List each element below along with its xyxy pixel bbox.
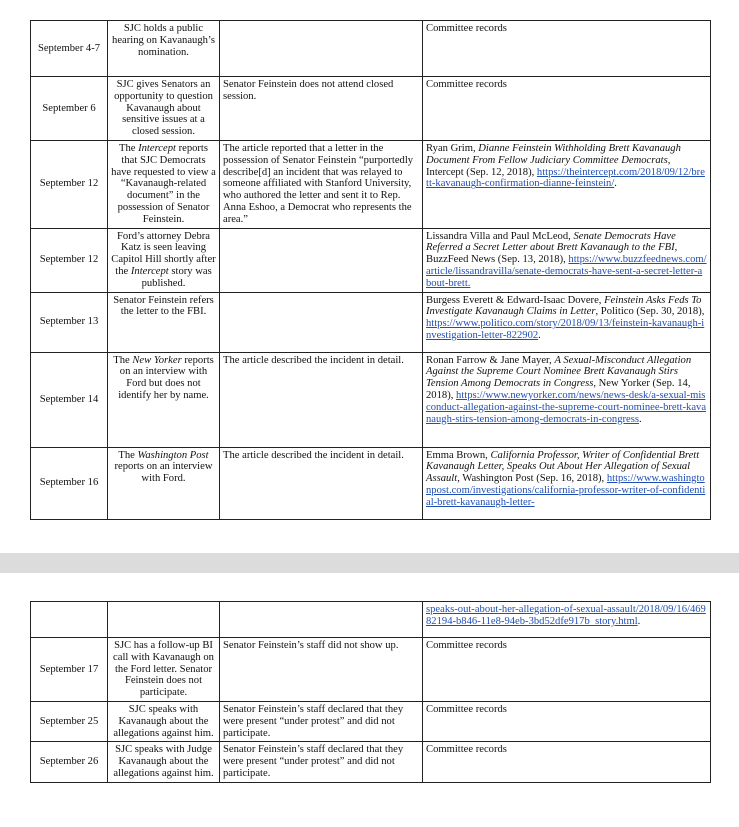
text-segment: The article described the incident in detail. (223, 354, 404, 366)
text-segment: , Politico (Sep. 30, 2018), (595, 306, 705, 318)
timeline-table (30, 20, 711, 520)
date-cell: September 16 (31, 447, 108, 519)
event-cell (108, 352, 220, 447)
source-cell (423, 742, 711, 782)
text-segment: . (538, 329, 541, 341)
text-segment: The article described the incident in detail. (223, 449, 404, 461)
event-cell (108, 742, 220, 782)
event-cell (108, 140, 220, 228)
source-link[interactable]: https://www.buzzfeednews.com/article/lissandravilla/senate-democrats-have-sent-a-secret-letter-about-brett. (426, 254, 707, 289)
event-cell (108, 228, 220, 292)
feinstein-cell (220, 140, 423, 228)
text-segment: . (639, 413, 642, 425)
source-link[interactable]: https://www.newyorker.com/news/news-desk/a-sexual-misconduct-allegation-against-the-supreme-court-nominee-brett-kavanaugh-stirs-tension-among-democrats-in-congress (426, 389, 707, 425)
text-segment: reports that SJC Democrats have requested to view a “Kavanaugh-related document” in the possession of Senator Feinstein. (111, 142, 216, 225)
date-cell: September 17 (31, 638, 108, 702)
source-cell (423, 638, 711, 702)
text-segment: Emma Brown, (426, 449, 491, 461)
text-segment: Lissandra Villa and Paul McLeod, (426, 230, 574, 242)
text-segment: SJC speaks with Kavanaugh about the allegations against him. (113, 704, 214, 739)
italic-text: A Sexual-Misconduct Allegation Against the Supreme Court Nominee Brett Kavanaugh Stirs Tension Among Democrats in Congress (426, 354, 692, 390)
italic-text: New Yorker (132, 354, 182, 366)
text-segment: Committee records (426, 23, 507, 34)
feinstein-cell (220, 292, 423, 352)
feinstein-cell (220, 702, 423, 742)
text-segment: story was published. (141, 265, 212, 289)
source-link[interactable]: speaks-out-about-her-allegation-of-sexual-assault/2018/09/16/46982194-b846-11e8-94eb-3bd52dfe917b_story.html (426, 604, 706, 627)
text-segment: The (118, 142, 139, 154)
text-segment: Ronan Farrow & Jane Mayer, (426, 354, 555, 366)
text-segment: SJC speaks with Judge Kavanaugh about the allegations against him. (113, 744, 214, 779)
table-row (31, 602, 711, 638)
source-link[interactable]: https://theintercept.com/2018/09/12/brett-kavanaugh-confirmation-dianne-feinstein/ (426, 166, 705, 190)
text-segment: Committee records (426, 79, 507, 90)
timeline-table-body (31, 21, 711, 520)
source-link[interactable]: https://www.washingtonpost.com/investigations/california-professor-writer-of-confidential-brett-kavanaugh-letter- (426, 473, 706, 508)
italic-text: Washington Post (137, 449, 209, 461)
text-segment: Committee records (426, 704, 507, 715)
italic-text: California Professor, Writer of Confidential Brett Kavanaugh Letter, Speaks Out About Her Allegation of Sexual Assault (426, 449, 700, 485)
document-page-2 (0, 573, 739, 827)
text-segment: , BuzzFeed News (Sep. 13, 2018), (426, 242, 678, 266)
source-cell (423, 77, 711, 141)
date-cell: September 6 (31, 77, 108, 141)
text-segment: . (614, 178, 617, 190)
text-segment: , Intercept (Sep. 12, 2018), (426, 154, 671, 178)
text-segment: Senator Feinstein’s staff did not show up. (223, 640, 399, 651)
table-row (31, 21, 711, 77)
feinstein-cell (220, 602, 423, 638)
source-cell (423, 352, 711, 447)
italic-text: Feinstein Asks Feds To Investigate Kavanaugh Claims in Letter (426, 294, 702, 318)
italic-text: Intercept (130, 265, 169, 277)
text-segment: SJC holds a public hearing on Kavanaugh’s nomination. (112, 23, 215, 58)
event-cell (108, 21, 220, 77)
text-segment: Senator Feinstein does not attend closed session. (223, 79, 394, 102)
text-segment: . (637, 615, 641, 627)
text-segment: Burgess Everett & Edward-Isaac Dovere, (426, 294, 605, 306)
text-segment: Senator Feinstein refers the letter to the FBI. (113, 294, 214, 318)
feinstein-cell (220, 447, 423, 519)
italic-text: Dianne Feinstein Withholding Brett Kavanaugh Document From Fellow Judiciary Committee Democrats (426, 142, 681, 166)
source-cell (423, 702, 711, 742)
date-cell: September 25 (31, 702, 108, 742)
text-segment: Ryan Grim, (426, 142, 479, 154)
date-cell: September 26 (31, 742, 108, 782)
date-cell (31, 602, 108, 638)
feinstein-cell (220, 21, 423, 77)
text-segment: , Washington Post (Sep. 16, 2018), (457, 473, 607, 485)
table-row (31, 77, 711, 141)
table-row (31, 742, 711, 782)
text-segment: Committee records (426, 640, 507, 651)
text-segment: The (113, 354, 133, 366)
feinstein-cell (220, 742, 423, 782)
source-link[interactable]: https://www.politico.com/story/2018/09/13/feinstein-kavanaugh-investigation-letter-822902 (426, 318, 705, 341)
table-row (31, 292, 711, 352)
timeline-table-continued (30, 601, 711, 783)
date-cell: September 13 (31, 292, 108, 352)
date-cell: September 4-7 (31, 21, 108, 77)
text-segment: SJC has a follow-up BI call with Kavanaugh on the Ford letter. Senator Feinstein does not participate. (113, 640, 214, 699)
event-cell (108, 638, 220, 702)
table-row (31, 638, 711, 702)
text-segment: reports on an interview with Ford. (114, 461, 213, 485)
feinstein-cell (220, 352, 423, 447)
event-cell (108, 292, 220, 352)
text-segment: , New Yorker (Sep. 14, 2018), (426, 378, 691, 401)
date-cell: September 12 (31, 140, 108, 228)
table-row (31, 140, 711, 228)
event-cell (108, 77, 220, 141)
source-cell (423, 228, 711, 292)
italic-text: Senate Democrats Have Referred a Secret Letter about Brett Kavanaugh to the FBI (426, 230, 676, 254)
text-segment: SJC gives Senators an opportunity to question Kavanaugh about sensitive issues at a closed session. (114, 79, 213, 138)
text-segment: Ford’s attorney Debra Katz is seen leaving Capitol Hill shortly after the (111, 230, 216, 277)
table-row (31, 228, 711, 292)
timeline-table-body (31, 602, 711, 783)
date-cell: September 12 (31, 228, 108, 292)
text-segment: Senator Feinstein’s staff declared that they were present “under protest” and did not participate. (223, 704, 404, 739)
text-segment: The article reported that a letter in the possession of Senator Feinstein “purportedly describe[d] an incident that was relayed to someone affiliated with Stanford University, who authored the letter and sent it to Rep. Anna Eshoo, a Democrat who represents the area.” (223, 142, 414, 225)
source-cell (423, 140, 711, 228)
table-row (31, 447, 711, 519)
text-segment: Senator Feinstein’s staff declared that they were present “under protest” and did not participate. (223, 744, 404, 779)
event-cell (108, 602, 220, 638)
feinstein-cell (220, 638, 423, 702)
italic-text: Intercept (138, 142, 176, 154)
table-row (31, 702, 711, 742)
date-cell: September 14 (31, 352, 108, 447)
feinstein-cell (220, 77, 423, 141)
event-cell (108, 447, 220, 519)
event-cell (108, 702, 220, 742)
source-cell (423, 21, 711, 77)
source-cell (423, 602, 711, 638)
source-cell (423, 447, 711, 519)
text-segment: Committee records (426, 744, 507, 756)
text-segment: The (118, 449, 138, 461)
table-row (31, 352, 711, 447)
source-cell (423, 292, 711, 352)
text-segment: reports on an interview with Ford but does not identify her by name. (118, 354, 214, 401)
feinstein-cell (220, 228, 423, 292)
